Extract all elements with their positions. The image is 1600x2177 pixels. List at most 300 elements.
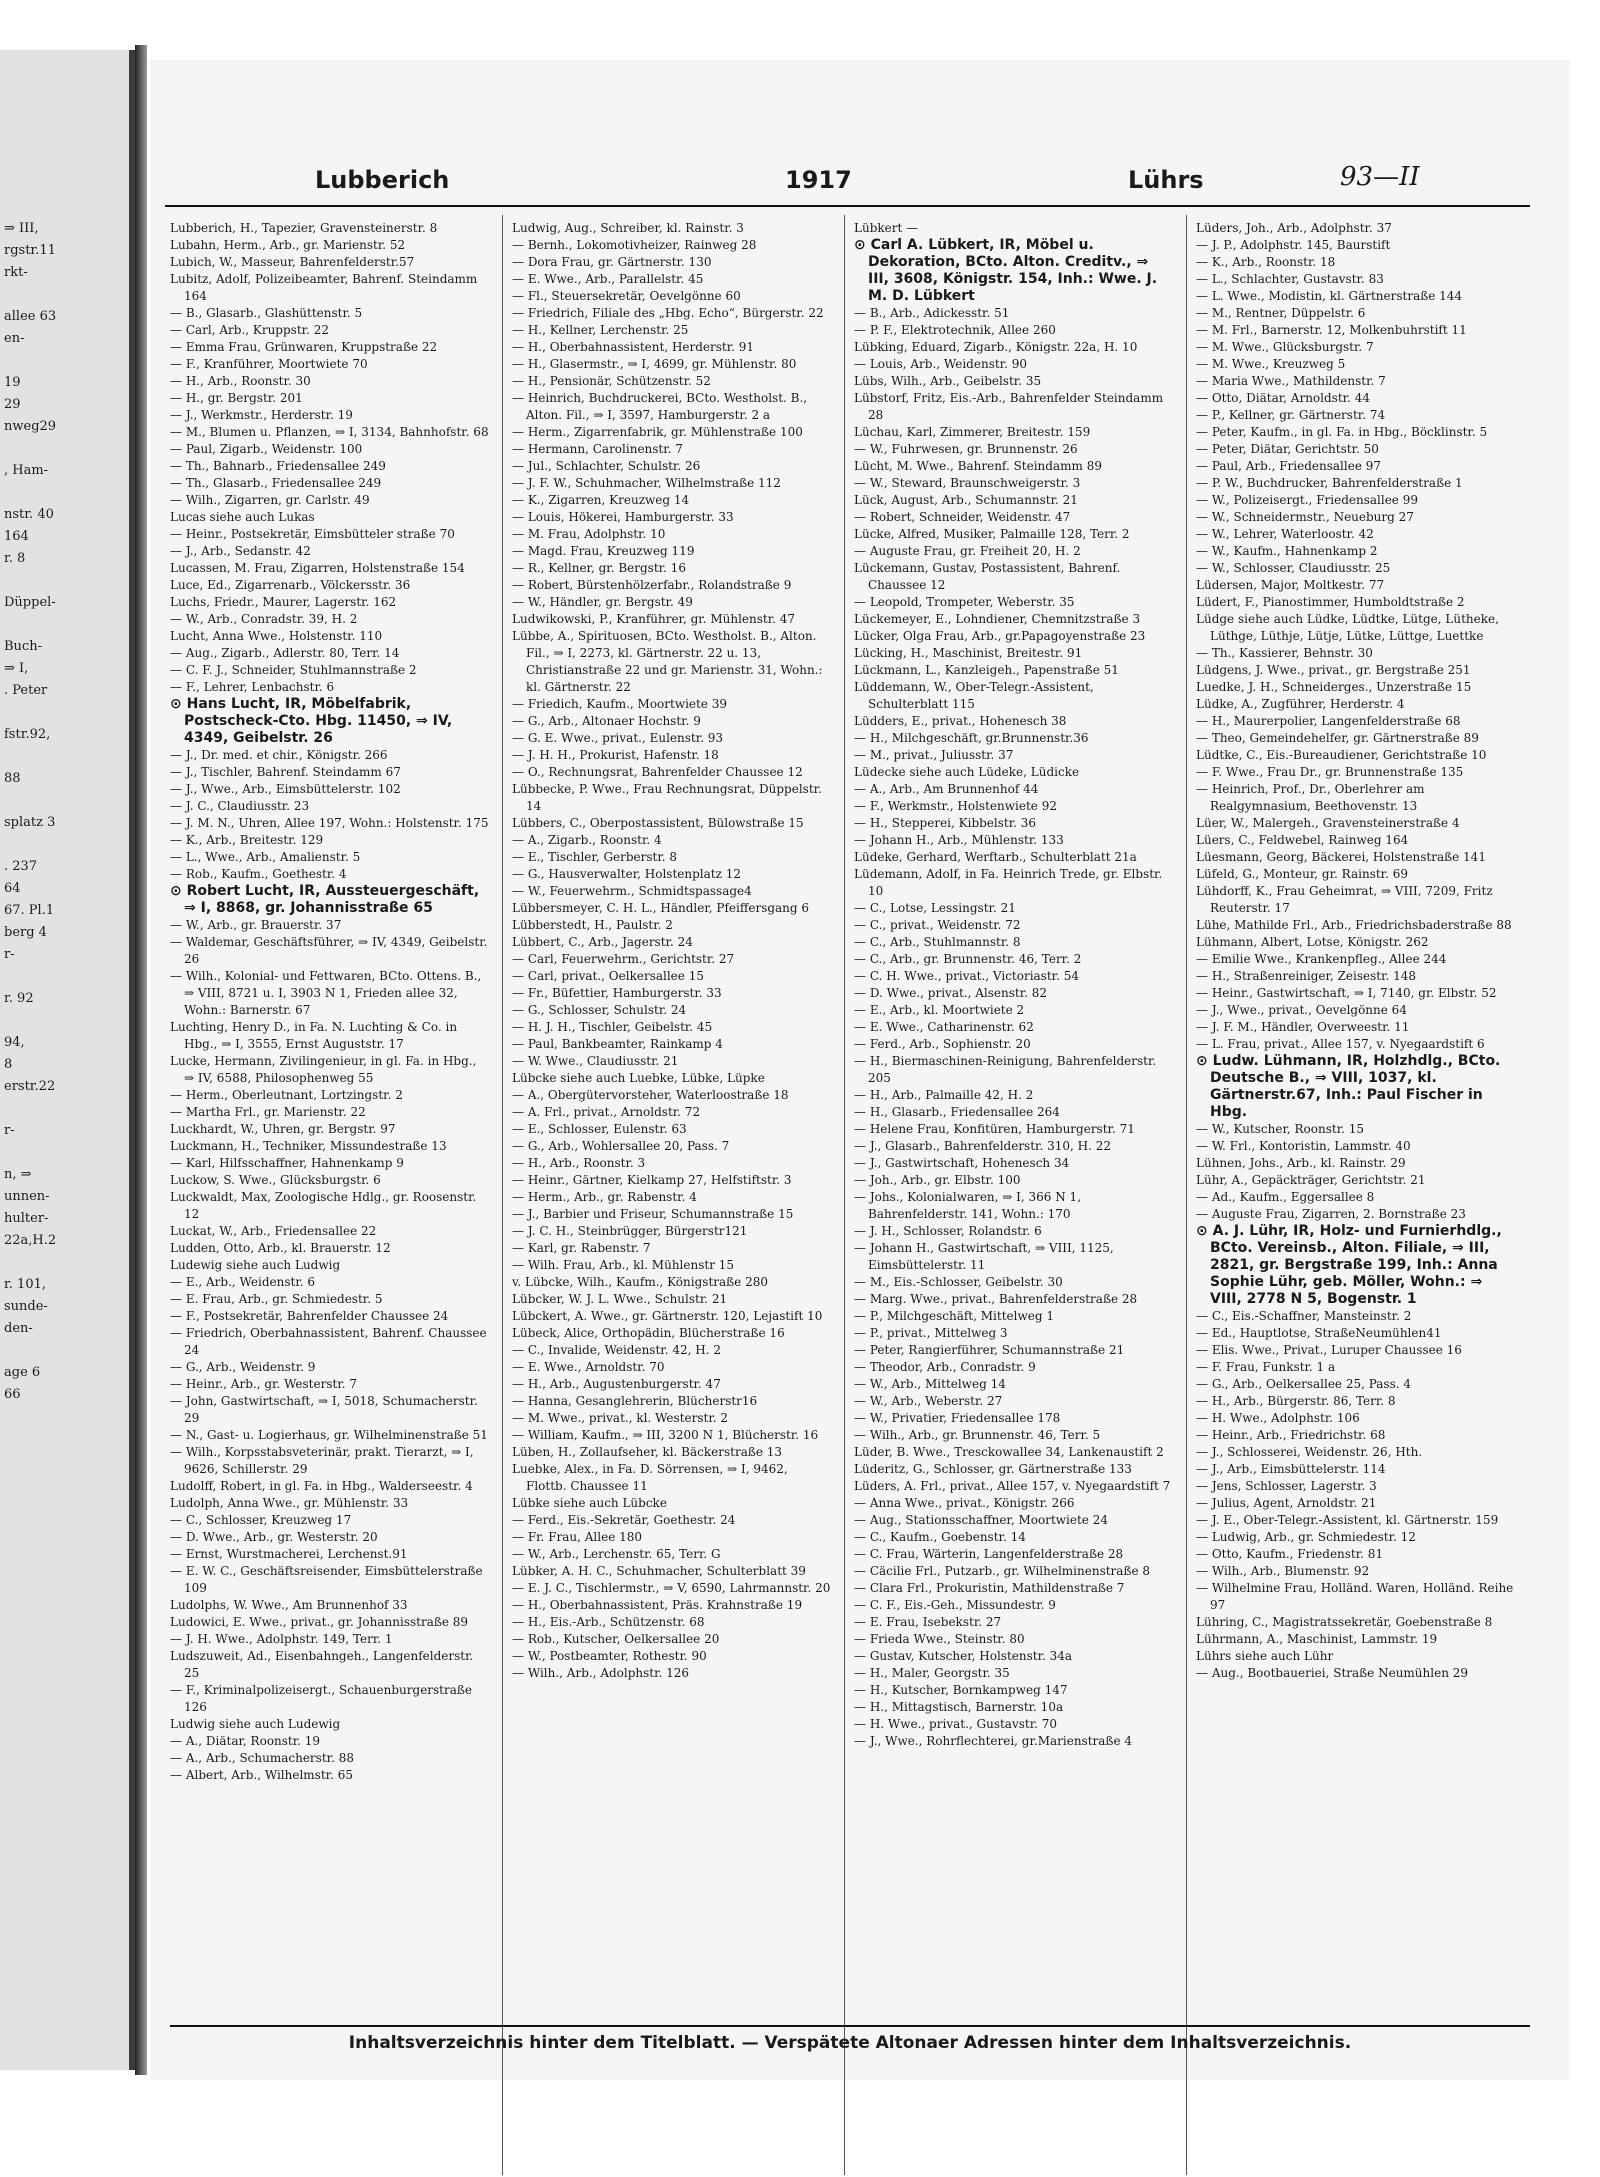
directory-entry: Lüdemann, Adolf, in Fa. Heinrich Trede, gr. Elbstr. 10 [854,867,1163,898]
directory-entry: — K., Arb., Roonstr. 18 [1196,255,1336,269]
directory-entry: — H., Mittagstisch, Barnerstr. 10a [854,1700,1064,1714]
directory-entry: — G. E. Wwe., privat., Eulenstr. 93 [512,731,724,745]
directory-entry: — G., Schlosser, Schulstr. 24 [512,1003,687,1017]
directory-entry: — Heinrich, Buchdruckerei, BCto. Westholst. B., Alton. Fil., ⇒ I, 3597, Hamburgerstr. 2 a [512,391,808,422]
directory-entry: — Fr. Frau, Allee 180 [512,1530,643,1544]
directory-entry: — F., Lehrer, Lenbachstr. 6 [170,680,335,694]
directory-entry: Lübs, Wilh., Arb., Geibelstr. 35 [854,374,1042,388]
column-divider [844,215,845,2175]
directory-entry: — H., Milchgeschäft, gr.Brunnenstr.36 [854,731,1089,745]
directory-entry: Luckat, W., Arb., Friedensallee 22 [170,1224,377,1238]
directory-entry: — C., Eis.-Schaffner, Mansteinstr. 2 [1196,1309,1412,1323]
directory-entry: Lühe, Mathilde Frl., Arb., Friedrichsbaderstraße 88 [1196,918,1512,932]
directory-entry: — E. W. C., Geschäftsreisender, Eimsbüttelerstraße 109 [170,1564,483,1595]
header-center: 1917 [785,166,852,194]
directory-entry: — Gustav, Kutscher, Holstenstr. 34a [854,1649,1073,1663]
directory-entry: Luedke, J. H., Schneiderges., Unzerstraße 15 [1196,680,1472,694]
directory-entry: Lübbecke, P. Wwe., Frau Rechnungsrat, Düppelstr. 14 [512,782,822,813]
directory-entry: — G., Arb., Wohlersallee 20, Pass. 7 [512,1139,730,1153]
directory-entry: — F. Frau, Funkstr. 1 a [1196,1360,1336,1374]
directory-entry: — E. Wwe., Catharinenstr. 62 [854,1020,1034,1034]
directory-entry: Lüders, A. Frl., privat., Allee 157, v. Nyegaardstift 7 [854,1479,1171,1493]
header-left: Lubberich [315,166,450,194]
directory-entry: — Heinr., Postsekretär, Eimsbütteler straße 70 [170,527,455,541]
directory-entry: Lüdke, A., Zugführer, Herderstr. 4 [1196,697,1405,711]
directory-entry: — Otto, Diätar, Arnoldstr. 44 [1196,391,1370,405]
directory-entry: — C. F., Eis.-Geh., Missundestr. 9 [854,1598,1056,1612]
header-rule [165,205,1530,207]
directory-entry: Lübking, Eduard, Zigarb., Königstr. 22a, H. 10 [854,340,1138,354]
directory-entry: Lüfeld, G., Monteur, gr. Rainstr. 69 [1196,867,1408,881]
directory-entry: — P. W., Buchdrucker, Bahrenfelderstraße 1 [1196,476,1463,490]
directory-entry: — H., Arb., Roonstr. 30 [170,374,311,388]
directory-entry: — Wilh., Zigarren, gr. Carlstr. 49 [170,493,370,507]
directory-entry: — W., Kutscher, Roonstr. 15 [1196,1122,1365,1136]
directory-entry: Lubberich, H., Tapezier, Gravensteinerstr. 8 [170,221,438,235]
directory-entry: — W., Feuerwehrm., Schmidtspassage4 [512,884,752,898]
directory-entry: — Rob., Kutscher, Oelkersallee 20 [512,1632,720,1646]
directory-entry: — Herm., Oberleutnant, Lortzingstr. 2 [170,1088,403,1102]
directory-entry: Lüdgens, J. Wwe., privat., gr. Bergstraße 251 [1196,663,1471,677]
directory-entry: — G., Arb., Weidenstr. 9 [170,1360,316,1374]
directory-entry: — C., privat., Weidenstr. 72 [854,918,1021,932]
directory-entry: — F., Postsekretär, Bahrenfelder Chaussee 24 [170,1309,449,1323]
directory-entry: Luebke, Alex., in Fa. D. Sörrensen, ⇒ I, 9462, Flottb. Chaussee 11 [512,1462,788,1493]
directory-entry: — J., Werkmstr., Herderstr. 19 [170,408,353,422]
directory-entry: — W., Privatier, Friedensallee 178 [854,1411,1061,1425]
directory-entry: — K., Arb., Breitestr. 129 [170,833,324,847]
directory-entry: — K., Zigarren, Kreuzweg 14 [512,493,690,507]
directory-entry: — E. Frau, Isebekstr. 27 [854,1615,1002,1629]
directory-entry: — J., Tischler, Bahrenf. Steindamm 67 [170,765,401,779]
directory-entry: Luckhardt, W., Uhren, gr. Bergstr. 97 [170,1122,396,1136]
directory-entry: Luckwaldt, Max, Zoologische Hdlg., gr. Roosenstr. 12 [170,1190,477,1221]
directory-entry: Lüdtke, C., Eis.-Bureaudiener, Gerichtstraße 10 [1196,748,1487,762]
directory-entry: Lübkert — [854,221,919,235]
directory-entry: — Clara Frl., Prokuristin, Mathildenstraße 7 [854,1581,1125,1595]
directory-entry: — J., Barbier und Friseur, Schumannstraße 15 [512,1207,794,1221]
directory-entry: — H., Biermaschinen-Reinigung, Bahrenfelderstr. 205 [854,1054,1157,1085]
directory-entry: — J. C., Claudiusstr. 23 [170,799,310,813]
directory-entry: — C., Invalide, Weidenstr. 42, H. 2 [512,1343,721,1357]
directory-entry: Lüdersen, Major, Moltkestr. 77 [1196,578,1385,592]
directory-entry: — F., Kriminalpolizeisergt., Schauenburgerstraße 126 [170,1683,473,1714]
directory-entry: Lübker, A. H. C., Schuhmacher, Schulterblatt 39 [512,1564,806,1578]
directory-entry: — A., Obergütervorsteher, Waterloostraße 18 [512,1088,789,1102]
directory-entry: — P., Kellner, gr. Gärtnerstr. 74 [1196,408,1386,422]
directory-entry: — Fl., Steuersekretär, Oevelgönne 60 [512,289,741,303]
directory-entry: Lübbert, C., Arb., Jagerstr. 24 [512,935,693,949]
directory-entry: — Cäcilie Frl., Putzarb., gr. Wilhelminenstraße 8 [854,1564,1151,1578]
directory-entry: Ludolff, Robert, in gl. Fa. in Hbg., Walderseestr. 4 [170,1479,473,1493]
directory-entry: — H., Arb., Roonstr. 3 [512,1156,646,1170]
directory-entry: — J., Arb., Sedanstr. 42 [170,544,311,558]
directory-entry: — Albert, Arb., Wilhelmstr. 65 [170,1768,353,1782]
directory-entry: — H., Maurerpolier, Langenfelderstraße 68 [1196,714,1461,728]
directory-entry: Lübberstedt, H., Paulstr. 2 [512,918,673,932]
directory-entry: Lüchau, Karl, Zimmerer, Breitestr. 159 [854,425,1091,439]
directory-entry: — Carl, privat., Oelkersallee 15 [512,969,704,983]
directory-entry: Lübstorf, Fritz, Eis.-Arb., Bahrenfelder Steindamm 28 [854,391,1164,422]
directory-entry: — H., Eis.-Arb., Schützenstr. 68 [512,1615,705,1629]
directory-entry: — B., Arb., Adickesstr. 51 [854,306,1010,320]
directory-entry: Lucassen, M. Frau, Zigarren, Holstenstraße 154 [170,561,465,575]
page-footer: Inhaltsverzeichnis hinter dem Titelblatt. — Verspätete Altonaer Adressen hinter dem Inhaltsverzeichnis. [170,2025,1530,2065]
directory-entry: — C. Frau, Wärterin, Langenfelderstraße 28 [854,1547,1124,1561]
directory-entry: Lücker, Olga Frau, Arb., gr.Papagoyenstraße 23 [854,629,1146,643]
directory-entry: — H., Stepperei, Kibbelstr. 36 [854,816,1037,830]
directory-entry: Lucke, Hermann, Zivilingenieur, in gl. Fa. in Hbg., ⇒ IV, 6588, Philosophenweg 55 [170,1054,477,1085]
directory-entry: — Helene Frau, Konfitüren, Hamburgerstr. 71 [854,1122,1135,1136]
directory-entry: Lüdeke, Gerhard, Werftarb., Schulterblatt 21a [854,850,1137,864]
directory-entry: ⊙ Hans Lucht, IR, Möbelfabrik, Postscheck-Cto. Hbg. 11450, ⇒ IV, 4349, Geibelstr. 26 [170,696,453,746]
directory-entry: — Marg. Wwe., privat., Bahrenfelderstraße 28 [854,1292,1138,1306]
directory-entry: — Wilh., Arb., gr. Brunnenstr. 46, Terr. 5 [854,1428,1101,1442]
directory-entry: v. Lübcke, Wilh., Kaufm., Königstraße 280 [512,1275,768,1289]
directory-entry: — H., Glasermstr., ⇒ I, 4699, gr. Mühlenstr. 80 [512,357,797,371]
directory-entry: — Dora Frau, gr. Gärtnerstr. 130 [512,255,712,269]
directory-entry: Lühring, C., Magistratssekretär, Goebenstraße 8 [1196,1615,1493,1629]
directory-entry: — H., Pensionär, Schützenstr. 52 [512,374,711,388]
directory-entry: — Louis, Hökerei, Hamburgerstr. 33 [512,510,734,524]
directory-page [150,60,1570,2080]
directory-entry: — Johs., Kolonialwaren, ⇒ I, 366 N 1, Bahrenfelderstr. 141, Wohn.: 170 [854,1190,1082,1221]
directory-entry: — Wilh., Arb., Blumenstr. 92 [1196,1564,1370,1578]
directory-entry: — H. Wwe., Adolphstr. 106 [1196,1411,1360,1425]
directory-entry: — Bernh., Lokomotivheizer, Rainweg 28 [512,238,757,252]
directory-entry: Lüdge siehe auch Lüdke, Lüdtke, Lütge, Lütheke, Lüthge, Lüthje, Lütje, Lütke, Lüttge, Luettke [1196,612,1499,643]
directory-entry: — Wilh., Kolonial- und Fettwaren, BCto. Ottens. B., ⇒ VIII, 8721 u. I, 3903 N 1, Frieden allee 32, Wohn.: Barnerstr. 67 [170,969,482,1017]
directory-entry: — H., Oberbahnassistent, Präs. Krahnstraße 19 [512,1598,803,1612]
directory-entry: — Paul, Arb., Friedensallee 97 [1196,459,1382,473]
directory-entry: — William, Kaufm., ⇒ III, 3200 N 1, Blücherstr. 16 [512,1428,819,1442]
directory-entry: — Waldemar, Geschäftsführer, ⇒ IV, 4349, Geibelstr. 26 [170,935,488,966]
directory-entry: — H., Kellner, Lerchenstr. 25 [512,323,689,337]
directory-entry: — J., Arb., Eimsbüttelerstr. 114 [1196,1462,1386,1476]
directory-entry: — E. Frau, Arb., gr. Schmiedestr. 5 [170,1292,383,1306]
directory-entry: — A., Arb., Am Brunnenhof 44 [854,782,1039,796]
directory-entry: — Hanna, Gesanglehrerin, Blücherstr16 [512,1394,758,1408]
directory-entry: — C., Arb., gr. Brunnenstr. 46, Terr. 2 [854,952,1082,966]
directory-entry: Lühr, A., Gepäckträger, Gerichtstr. 21 [1196,1173,1426,1187]
directory-entry: — Karl, gr. Rabenstr. 7 [512,1241,651,1255]
directory-entry: — Heinr., Arb., Friedrichstr. 68 [1196,1428,1386,1442]
directory-entry: — Leopold, Trompeter, Weberstr. 35 [854,595,1075,609]
directory-entry: — H., Oberbahnassistent, Herderstr. 91 [512,340,755,354]
directory-entry: Lühmann, Albert, Lotse, Königstr. 262 [1196,935,1429,949]
directory-entry: — W., Arb., Weberstr. 27 [854,1394,1003,1408]
directory-entry: — Aug., Zigarb., Adlerstr. 80, Terr. 14 [170,646,400,660]
directory-entry: — C., Kaufm., Goebenstr. 14 [854,1530,1026,1544]
directory-entry: Luce, Ed., Zigarrenarb., Völckersstr. 36 [170,578,411,592]
directory-entry: — W., Lehrer, Waterloostr. 42 [1196,527,1374,541]
directory-entry: — Johann H., Gastwirtschaft, ⇒ VIII, 1125, Eimsbüttelerstr. 11 [854,1241,1114,1272]
directory-entry: — H., Maler, Georgstr. 35 [854,1666,1010,1680]
directory-entry: — L. Wwe., Modistin, kl. Gärtnerstraße 144 [1196,289,1463,303]
directory-entry: — M., Blumen u. Pflanzen, ⇒ I, 3134, Bahnhofstr. 68 [170,425,489,439]
directory-entry: Lubahn, Herm., Arb., gr. Marienstr. 52 [170,238,406,252]
directory-entry: ⊙ A. J. Lühr, IR, Holz- und Furnierhdlg., BCto. Vereinsb., Alton. Filiale, ⇒ III, 2821, gr. Bergstraße 199, Inh.: Anna Sophie Lühr, geb. Möller, Wohn.: ⇒ VIII, 2778 N 5, Bogenstr. 1 [1196,1223,1502,1307]
directory-entry: — M. Wwe., Glücksburgstr. 7 [1196,340,1374,354]
directory-entry: — M., Eis.-Schlosser, Geibelstr. 30 [854,1275,1063,1289]
directory-entry: — Auguste Frau, Zigarren, 2. Bornstraße 23 [1196,1207,1466,1221]
directory-entry: — J. F. W., Schuhmacher, Wilhelmstraße 112 [512,476,781,490]
directory-entry: — Wilh. Frau, Arb., kl. Mühlenstr 15 [512,1258,735,1272]
directory-entry: — W., Polizeisergt., Friedensallee 99 [1196,493,1418,507]
column-divider [502,215,503,2175]
directory-entry: — Robert, Bürstenhölzerfabr., Rolandstraße 9 [512,578,792,592]
directory-entry: — L. Frau, privat., Allee 157, v. Nyegaardstift 6 [1196,1037,1485,1051]
directory-entry: — H., Arb., Bürgerstr. 86, Terr. 8 [1196,1394,1396,1408]
book-gutter [135,45,147,2075]
directory-entry: — Auguste Frau, gr. Freiheit 20, H. 2 [854,544,1081,558]
directory-entry: — Wilh., Korpsstabsveterinär, prakt. Tierarzt, ⇒ I, 9626, Schillerstr. 29 [170,1445,474,1476]
directory-entry: — J., Wwe., Arb., Eimsbüttelerstr. 102 [170,782,401,796]
directory-entry: — Martha Frl., gr. Marienstr. 22 [170,1105,366,1119]
directory-entry: Lubitz, Adolf, Polizeibeamter, Bahrenf. Steindamm 164 [170,272,478,303]
directory-entry: Luckmann, H., Techniker, Missundestraße 13 [170,1139,447,1153]
directory-entry: — W., Postbeamter, Rothestr. 90 [512,1649,707,1663]
directory-entry: — J. H., Schlosser, Rolandstr. 6 [854,1224,1042,1238]
directory-entry: Lübcke siehe auch Luebke, Lübke, Lüpke [512,1071,765,1085]
directory-entry: — H., Arb., Palmaille 42, H. 2 [854,1088,1034,1102]
directory-entry: — A., Diätar, Roonstr. 19 [170,1734,321,1748]
directory-entry: — P., privat., Mittelweg 3 [854,1326,1008,1340]
directory-entry: — P. F., Elektrotechnik, Allee 260 [854,323,1056,337]
directory-entry: — J. F. M., Händler, Overweestr. 11 [1196,1020,1410,1034]
directory-entry: — H., gr. Bergstr. 201 [170,391,303,405]
directory-entry: — Heinrich, Prof., Dr., Oberlehrer am Realgymnasium, Beethovenstr. 13 [1196,782,1425,813]
directory-entry: — Johann H., Arb., Mühlenstr. 133 [854,833,1064,847]
directory-entry: Lück, August, Arb., Schumannstr. 21 [854,493,1078,507]
directory-entry: Lücht, M. Wwe., Bahrenf. Steindamm 89 [854,459,1102,473]
directory-entry: — M. Wwe., privat., kl. Westerstr. 2 [512,1411,729,1425]
directory-entry: Lückemann, Gustav, Postassistent, Bahrenf. Chaussee 12 [854,561,1121,592]
directory-entry: — Otto, Kaufm., Friedenstr. 81 [1196,1547,1384,1561]
directory-entry: Ludszuweit, Ad., Eisenbahngeh., Langenfelderstr. 25 [170,1649,474,1680]
directory-entry: Ludowici, E. Wwe., privat., gr. Johannisstraße 89 [170,1615,469,1629]
directory-entry: — Th., Glasarb., Friedensallee 249 [170,476,382,490]
directory-entry: Lubich, W., Masseur, Bahrenfelderstr.57 [170,255,415,269]
directory-entry: — H., Glasarb., Friedensallee 264 [854,1105,1060,1119]
directory-entry: — Jul., Schlachter, Schulstr. 26 [512,459,701,473]
directory-entry: — L., Wwe., Arb., Amalienstr. 5 [170,850,361,864]
directory-entry: — W., Arb., Lerchenstr. 65, Terr. G [512,1547,721,1561]
directory-entry: — E., Tischler, Gerberstr. 8 [512,850,678,864]
column-2 [512,220,832,1682]
directory-entry: — W., Schneidermstr., Neueburg 27 [1196,510,1414,524]
directory-entry: — Frieda Wwe., Steinstr. 80 [854,1632,1025,1646]
directory-entry: — N., Gast- u. Logierhaus, gr. Wilhelminenstraße 51 [170,1428,488,1442]
directory-entry: — W., Arb., gr. Brauerstr. 37 [170,918,342,932]
directory-entry: — Fr., Büfettier, Hamburgerstr. 33 [512,986,722,1000]
directory-entry: — Elis. Wwe., Privat., Luruper Chaussee 16 [1196,1343,1462,1357]
directory-entry: — J., Schlosserei, Weidenstr. 26, Hth. [1196,1445,1423,1459]
directory-entry: Lührs siehe auch Lühr [1196,1649,1334,1663]
directory-entry: — Magd. Frau, Kreuzweg 119 [512,544,695,558]
directory-entry: — Rob., Kaufm., Goethestr. 4 [170,867,347,881]
directory-entry: — Anna Wwe., privat., Königstr. 266 [854,1496,1075,1510]
directory-entry: — W. Frl., Kontoristin, Lammstr. 40 [1196,1139,1411,1153]
directory-entry: — J., Wwe., Rohrflechterei, gr.Marienstraße 4 [854,1734,1132,1748]
directory-entry: Lücke, Alfred, Musiker, Palmaille 128, Terr. 2 [854,527,1130,541]
directory-entry: — D. Wwe., privat., Alsenstr. 82 [854,986,1048,1000]
directory-entry: Lührmann, A., Maschinist, Lammstr. 19 [1196,1632,1438,1646]
directory-entry: Lühdorff, K., Frau Geheimrat, ⇒ VIII, 7209, Fritz Reuterstr. 17 [1196,884,1493,915]
directory-entry: Lucas siehe auch Lukas [170,510,315,524]
directory-entry: Lüdders, E., privat., Hohenesch 38 [854,714,1067,728]
directory-entry: — Louis, Arb., Weidenstr. 90 [854,357,1027,371]
directory-entry: — P., Milchgeschäft, Mittelweg 1 [854,1309,1054,1323]
directory-entry: ⊙ Ludw. Lühmann, IR, Holzhdlg., BCto. Deutsche B., ⇒ VIII, 1037, kl. Gärtnerstr.67, Inh.: Paul Fischer in Hbg. [1196,1053,1501,1120]
directory-entry: — Paul, Zigarb., Weidenstr. 100 [170,442,363,456]
directory-entry: — C. H. Wwe., privat., Victoriastr. 54 [854,969,1079,983]
directory-entry: Lüderitz, G., Schlosser, gr. Gärtnerstraße 133 [854,1462,1132,1476]
directory-entry: — R., Kellner, gr. Bergstr. 16 [512,561,686,575]
left-page-fragment [0,50,135,2070]
directory-entry: — J. E., Ober-Telegr.-Assistent, kl. Gärtnerstr. 159 [1196,1513,1499,1527]
directory-entry: Ludwig siehe auch Ludewig [170,1717,341,1731]
directory-entry: — Friedrich, Oberbahnassistent, Bahrenf. Chaussee 24 [170,1326,487,1357]
directory-entry: — M. Frl., Barnerstr. 12, Molkenbuhrstift 11 [1196,323,1467,337]
directory-entry: — F., Werkmstr., Holstenwiete 92 [854,799,1057,813]
directory-entry: — Peter, Diätar, Gerichtstr. 50 [1196,442,1379,456]
directory-entry: — John, Gastwirtschaft, ⇒ I, 5018, Schumacherstr. 29 [170,1394,478,1425]
column-3 [854,220,1174,1750]
directory-entry: — H. J. H., Tischler, Geibelstr. 45 [512,1020,713,1034]
directory-entry: — J. H. H., Prokurist, Hafenstr. 18 [512,748,719,762]
directory-entry: — A. Frl., privat., Arnoldstr. 72 [512,1105,701,1119]
directory-entry: — A., Arb., Schumacherstr. 88 [170,1751,354,1765]
directory-entry: — H., Straßenreiniger, Zeisestr. 148 [1196,969,1417,983]
directory-entry: — E. J. C., Tischlermstr., ⇒ V, 6590, Lahrmannstr. 20 [512,1581,831,1595]
directory-entry: — Carl, Arb., Kruppstr. 22 [170,323,329,337]
directory-entry: — M. Wwe., Kreuzweg 5 [1196,357,1346,371]
directory-entry: Lüder, B. Wwe., Tresckowallee 34, Lankenaustift 2 [854,1445,1164,1459]
directory-entry: — Paul, Bankbeamter, Rainkamp 4 [512,1037,723,1051]
directory-entry: Ludolph, Anna Wwe., gr. Mühlenstr. 33 [170,1496,409,1510]
directory-entry: Lühnen, Johs., Arb., kl. Rainstr. 29 [1196,1156,1406,1170]
column-1 [170,220,490,1784]
directory-entry: — G., Arb., Altonaer Hochstr. 9 [512,714,701,728]
directory-entry: — Emma Frau, Grünwaren, Kruppstraße 22 [170,340,438,354]
directory-entry: Ludolphs, W. Wwe., Am Brunnenhof 33 [170,1598,408,1612]
directory-entry: — W., Kaufm., Hahnenkamp 2 [1196,544,1378,558]
directory-entry: Lübckert, A. Wwe., gr. Gärtnerstr. 120, Lejastift 10 [512,1309,823,1323]
directory-entry: — Aug., Bootbaueriei, Straße Neumühlen 29 [1196,1666,1469,1680]
directory-entry: — Ernst, Wurstmacherei, Lerchenst.91 [170,1547,408,1561]
directory-entry: — W., Händler, gr. Bergstr. 49 [512,595,693,609]
directory-entry: — J., Dr. med. et chir., Königstr. 266 [170,748,388,762]
directory-entry: Lübbers, C., Oberpostassistent, Bülowstraße 15 [512,816,804,830]
directory-entry: — F. Wwe., Frau Dr., gr. Brunnenstraße 135 [1196,765,1464,779]
directory-entry: Lüddemann, W., Ober-Telegr.-Assistent, Schulterblatt 115 [854,680,1094,711]
column-divider [1186,215,1187,2175]
directory-entry: — E., Schlosser, Eulenstr. 63 [512,1122,687,1136]
directory-entry: — W., Schlosser, Claudiusstr. 25 [1196,561,1391,575]
directory-entry: Lüer, W., Malergeh., Gravensteinerstraße 4 [1196,816,1460,830]
directory-entry: — L., Schlachter, Gustavstr. 83 [1196,272,1384,286]
directory-entry: — Heinr., Gastwirtschaft, ⇒ I, 7140, gr. Elbstr. 52 [1196,986,1497,1000]
column-4 [1196,220,1516,1682]
directory-entry: Lüdert, F., Pianostimmer, Humboldtstraße 2 [1196,595,1465,609]
directory-entry: — G., Arb., Oelkersallee 25, Pass. 4 [1196,1377,1412,1391]
directory-entry: — O., Rechnungsrat, Bahrenfelder Chaussee 12 [512,765,803,779]
directory-entry: — J., Wwe., privat., Oevelgönne 64 [1196,1003,1407,1017]
directory-entry: — W. Wwe., Claudiusstr. 21 [512,1054,679,1068]
directory-entry: — Herm., Zigarrenfabrik, gr. Mühlenstraße 100 [512,425,803,439]
directory-entry: Lübbe, A., Spirituosen, BCto. Westholst. B., Alton. Fil., ⇒ I, 2273, kl. Gärtnerstr. 22 u. 13, Christianstraße 22 und gr. Marienstr. 31, Wohn.: kl. Gärtnerstr. 22 [512,629,823,694]
directory-entry: — Th., Kassierer, Behnstr. 30 [1196,646,1373,660]
directory-entry: — Hermann, Carolinenstr. 7 [512,442,683,456]
directory-entry: — E., Arb., Weidenstr. 6 [170,1275,316,1289]
directory-entry: — E. Wwe., Arnoldstr. 70 [512,1360,665,1374]
directory-entry: — Peter, Kaufm., in gl. Fa. in Hbg., Böcklinstr. 5 [1196,425,1488,439]
page-number: 93—II [1340,162,1420,192]
directory-entry: — B., Glasarb., Glashüttenstr. 5 [170,306,363,320]
directory-entry: — Ferd., Eis.-Sekretär, Goethestr. 24 [512,1513,736,1527]
directory-entry: — J., Glasarb., Bahrenfelderstr. 310, H. 22 [854,1139,1111,1153]
header-right: Lührs [1128,166,1204,194]
directory-entry: — J. P., Adolphstr. 145, Baurstift [1196,238,1391,252]
directory-entry: Lüers, C., Feldwebel, Rainweg 164 [1196,833,1409,847]
directory-entry: — Th., Bahnarb., Friedensallee 249 [170,459,386,473]
directory-entry: — Wilhelmine Frau, Holländ. Waren, Holländ. Reihe 97 [1196,1581,1514,1612]
directory-entry: — Ed., Hauptlotse, StraßeNeumühlen41 [1196,1326,1442,1340]
directory-entry: — Emilie Wwe., Krankenpfleg., Allee 244 [1196,952,1447,966]
directory-entry: Lüben, H., Zollaufseher, kl. Bäckerstraße 13 [512,1445,783,1459]
directory-entry: — D. Wwe., Arb., gr. Westerstr. 20 [170,1530,378,1544]
directory-entry: — Joh., Arb., gr. Elbstr. 100 [854,1173,1021,1187]
directory-entry: — Julius, Agent, Arnoldstr. 21 [1196,1496,1377,1510]
directory-entry: — M., Rentner, Düppelstr. 6 [1196,306,1366,320]
directory-entry: — E., Arb., kl. Moortwiete 2 [854,1003,1025,1017]
directory-entry: — G., Hausverwalter, Holstenplatz 12 [512,867,742,881]
directory-entry: — W., Steward, Braunschweigerstr. 3 [854,476,1081,490]
directory-entry: — E. Wwe., Arb., Parallelstr. 45 [512,272,704,286]
directory-entry: — J. H. Wwe., Adolphstr. 149, Terr. 1 [170,1632,393,1646]
directory-entry: — C., Lotse, Lessingstr. 21 [854,901,1016,915]
directory-entry: Ludewig siehe auch Ludwig [170,1258,341,1272]
directory-entry: Lüesmann, Georg, Bäckerei, Holstenstraße 141 [1196,850,1486,864]
directory-entry: — C. F. J., Schneider, Stuhlmannstraße 2 [170,663,417,677]
directory-entry: — J., Gastwirtschaft, Hohenesch 34 [854,1156,1070,1170]
directory-entry: — W., Arb., Mittelweg 14 [854,1377,1006,1391]
directory-entry: Lübbersmeyer, C. H. L., Händler, Pfeiffersgang 6 [512,901,810,915]
directory-entry: Lübeck, Alice, Orthopädin, Blücherstraße 16 [512,1326,785,1340]
directory-entry: — Peter, Rangierführer, Schumannstraße 21 [854,1343,1125,1357]
directory-entry: — Ludwig, Arb., gr. Schmiedestr. 12 [1196,1530,1416,1544]
directory-entry: — M. Frau, Adolphstr. 10 [512,527,666,541]
directory-entry: — A., Zigarb., Roonstr. 4 [512,833,662,847]
directory-entry: — Friedrich, Filiale des „Hbg. Echo“, Bürgerstr. 22 [512,306,824,320]
directory-entry: — Ferd., Arb., Sophienstr. 20 [854,1037,1031,1051]
directory-entry: — H., Kutscher, Bornkampweg 147 [854,1683,1068,1697]
directory-entry: Ludden, Otto, Arb., kl. Brauerstr. 12 [170,1241,391,1255]
directory-entry: Luckow, S. Wwe., Glücksburgstr. 6 [170,1173,381,1187]
left-page-text: ⇒ III, rgstr.11 rkt- allee 63 en- 19 29 nweg29 , Ham- nstr. 40 164 r. 8 Düppel- Buch- ⇒ I, . Peter fstr.92, 88 splatz 3 . 237 64 67. Pl.1 berg 4 r- r. 92 94, 8 erstr.22 r- n, ⇒ unnen- hulter- 22a,H.2 r. 101, sunde- den- age 6 66 [4,221,57,1402]
directory-entry: — Carl, Feuerwehrm., Gerichtstr. 27 [512,952,735,966]
directory-entry: — Robert, Schneider, Weidenstr. 47 [854,510,1071,524]
directory-entry: Luchs, Friedr., Maurer, Lagerstr. 162 [170,595,397,609]
directory-entry: Lüdecke siehe auch Lüdeke, Lüdicke [854,765,1080,779]
directory-entry: Ludwikowski, P., Kranführer, gr. Mühlenstr. 47 [512,612,796,626]
directory-entry: — Herm., Arb., gr. Rabenstr. 4 [512,1190,697,1204]
directory-entry: — W., Arb., Conradstr. 39, H. 2 [170,612,358,626]
directory-entry: Lücking, H., Maschinist, Breitestr. 91 [854,646,1083,660]
directory-entry: Luchting, Henry D., in Fa. N. Luchting & Co. in Hbg., ⇒ I, 3555, Ernst Auguststr. 17 [170,1020,458,1051]
directory-entry: ⊙ Carl A. Lübkert, IR, Möbel u. Dekoration, BCto. Alton. Creditv., ⇒ III, 3608, Königstr. 154, Inh.: Wwe. J. M. D. Lübkert [854,237,1158,304]
